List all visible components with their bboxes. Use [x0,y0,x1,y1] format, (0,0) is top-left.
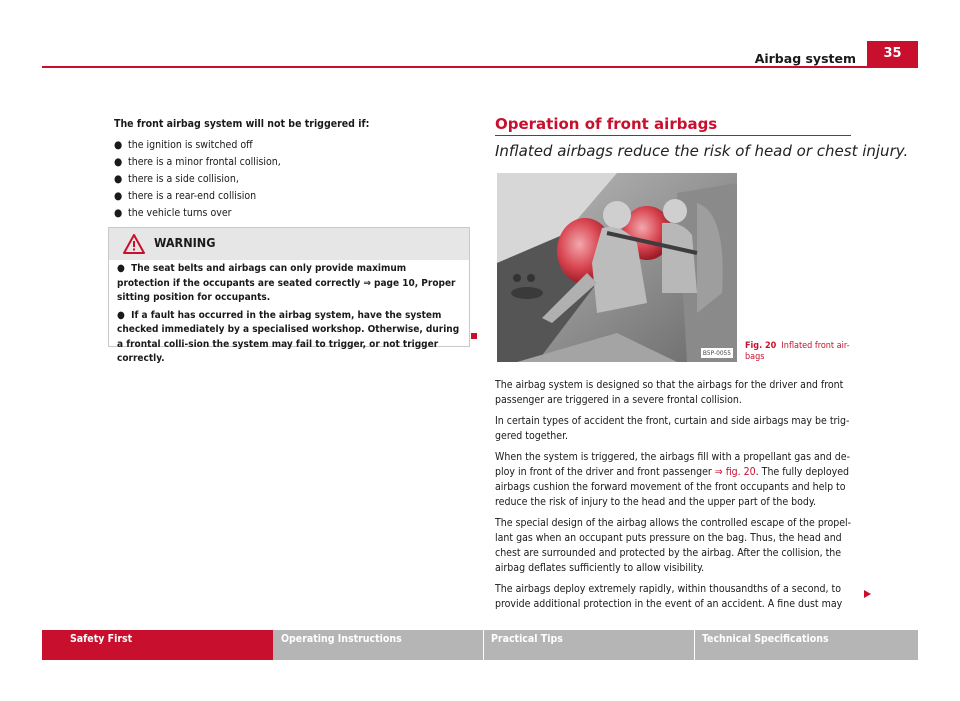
paragraph: When the system is triggered, the airbags fill with a propellant gas and de-ploy in front of the driver and front passenger ⇒ fig. 20. The fully deployed airbags cushion the forward movement of the front occupants and help to reduce the risk of injury to the head and the upper part of the body. [495,451,851,508]
airbag-illustration [497,173,737,362]
page-number: 35 [867,41,918,67]
figure-caption-text: Inflated front air-bags [745,341,850,362]
warning-item: ● If a fault has occurred in the airbag system, have the system checked immediately by a specialised workshop. Otherwise, during a frontal colli-sion the system may fail to trigger, or not trigger correctly. [117,309,460,364]
footer-tab-safety-first[interactable]: Safety First [42,630,273,660]
trigger-exceptions-list [114,137,470,222]
list-item: ● the vehicle turns over [114,205,470,222]
warning-header [109,228,469,260]
bullet-icon: ● [114,139,123,151]
list-item: ● there is a minor frontal collision, [114,154,470,171]
bullet-icon: ● [117,309,125,321]
list-item: ● the ignition is switched off [114,137,470,154]
continue-arrow-icon [864,590,871,598]
warning-body [109,260,469,367]
footer-tab-operating-instructions[interactable]: Operating Instructions [273,630,483,660]
figure-caption [745,341,865,363]
paragraph: The special design of the airbag allows the controlled escape of the propel-lant gas when an occupant puts pressure on the bag. Thus, the head and chest are surrounded and protected by the airbag. After the collision, the airbag deflates sufficiently to allow visibility. [495,517,852,574]
header-rule [42,66,918,68]
figure-reference-link[interactable]: ⇒ fig. 20 [714,466,756,478]
section-heading: Operation of front airbags [495,115,718,133]
paragraph: The airbags deploy extremely rapidly, within thousandths of a second, to provide additional protection in the event of an accident. A fine dust may [495,583,843,610]
bullet-icon: ● [114,156,123,168]
intro-text: The front airbag system will not be triggered if: [114,118,370,130]
section-title: Airbag system [754,51,856,66]
paragraph: The airbag system is designed so that the airbags for the driver and front passenger are triggered in a severe frontal collision. [495,379,844,406]
body-text [495,378,855,618]
airbag-figure [497,173,737,362]
figure-number: Fig. 20 [745,341,777,351]
warning-triangle-icon [123,234,145,254]
bullet-icon: ● [114,207,123,219]
left-column [114,116,470,222]
footer-divider [483,630,484,660]
bullet-icon: ● [114,190,123,202]
bullet-icon: ● [114,173,123,185]
end-of-section-marker [471,333,477,339]
bullet-icon: ● [117,263,125,274]
figure-code: B5P-0055 [702,349,731,357]
warning-label: WARNING [154,235,216,250]
footer-tab-technical-specifications[interactable]: Technical Specifications [694,630,918,660]
warning-item: ● The seat belts and airbags can only provide maximum protection if the occupants are seated correctly ⇒ page 10, Proper sitting position for occupants. [117,263,456,303]
heading-rule [495,135,851,136]
paragraph: In certain types of accident the front, curtain and side airbags may be trig-gered together. [495,415,850,442]
warning-box [108,227,470,364]
footer-divider [694,630,695,660]
section-subtitle: Inflated airbags reduce the risk of head or chest injury. [495,142,909,160]
list-item: ● there is a side collision, [114,171,470,188]
footer-tab-practical-tips[interactable]: Practical Tips [483,630,694,660]
list-item: ● there is a rear-end collision [114,188,470,205]
